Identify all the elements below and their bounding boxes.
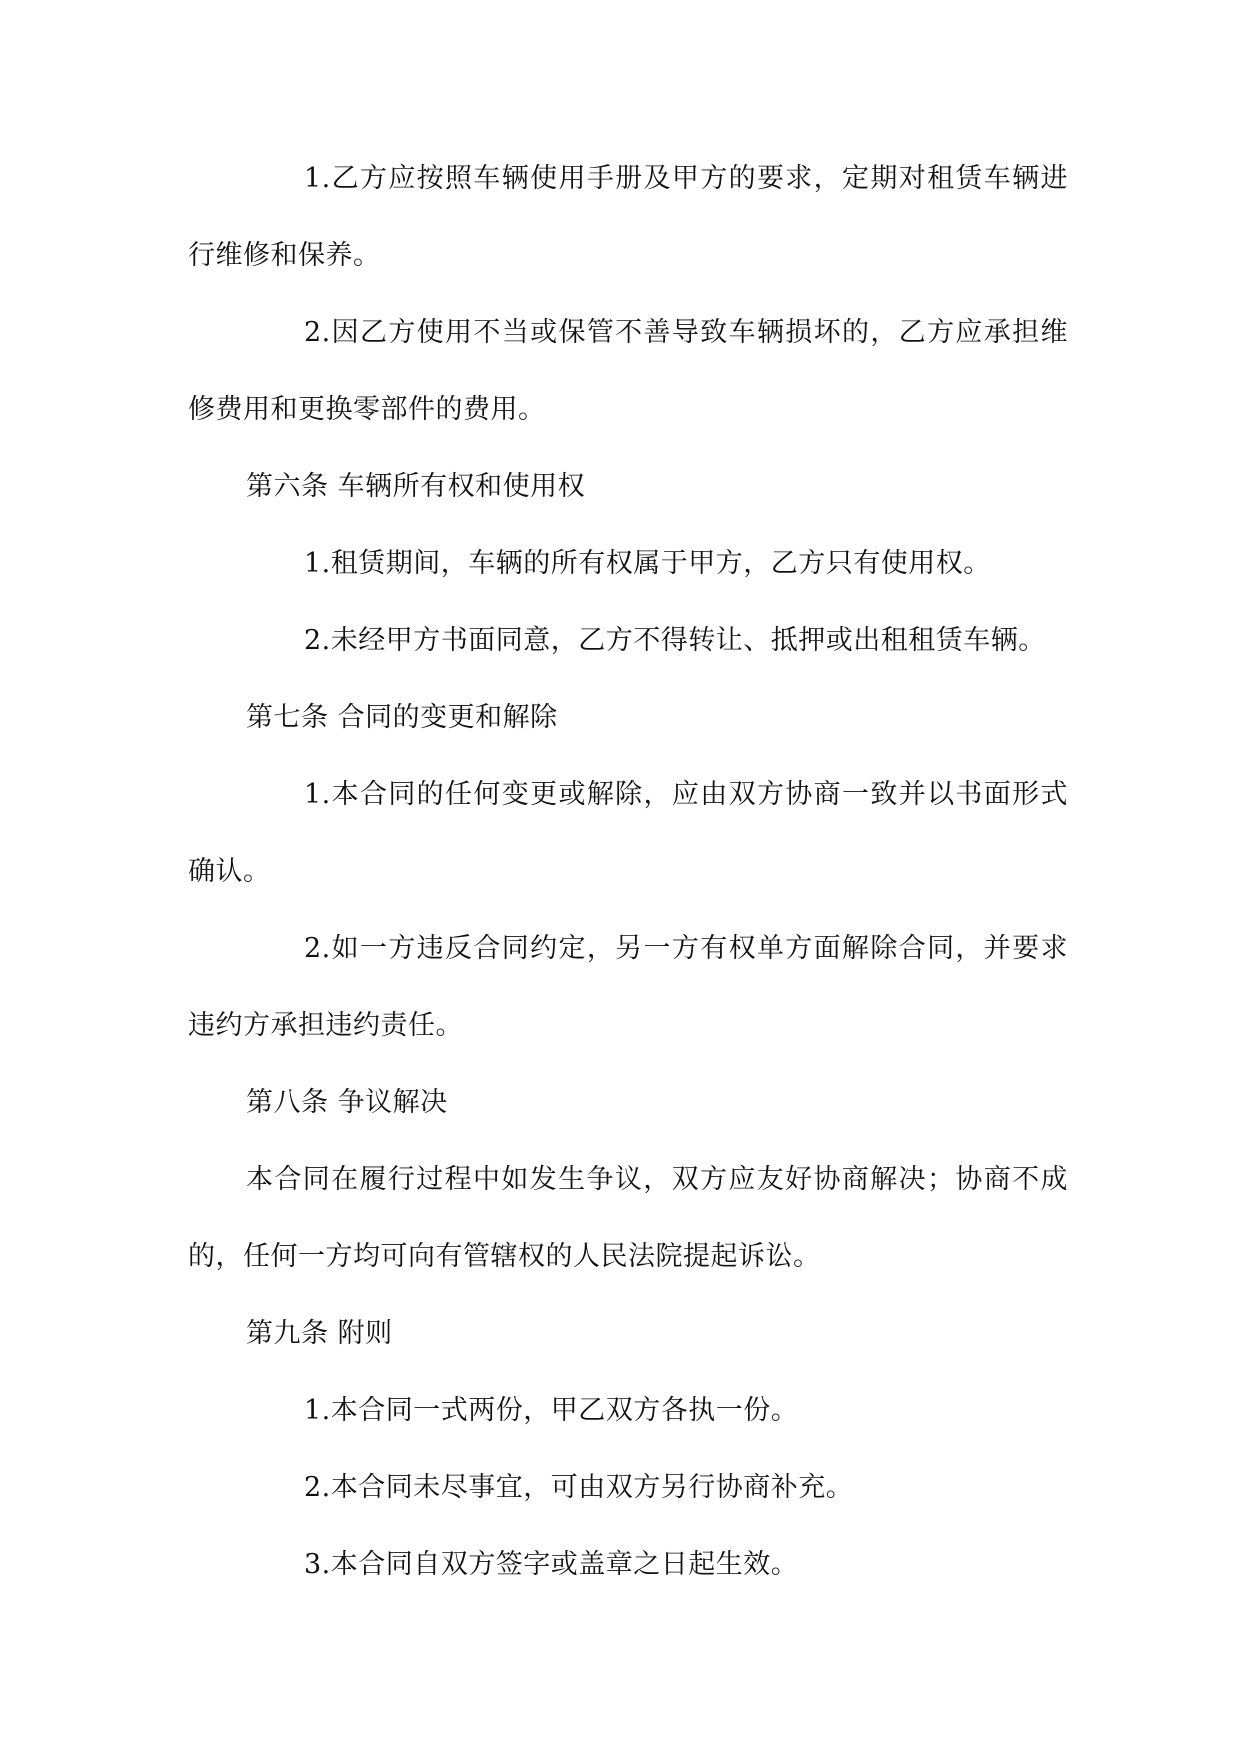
paragraph-change-1 [188, 756, 1068, 910]
heading-text: 第七条 合同的变更和解除 [246, 702, 558, 733]
section-heading-article-6 [188, 448, 1068, 525]
paragraph-maintenance-1 [188, 140, 1068, 294]
item-number: 1. [304, 779, 331, 810]
document-body [188, 140, 1068, 1603]
item-number: 1. [304, 163, 331, 194]
heading-text: 第六条 车辆所有权和使用权 [246, 471, 586, 502]
paragraph-text: 本合同的任何变更或解除，应由双方协商一致并以书面形式确认。 [188, 779, 1068, 887]
paragraph-text: 本合同一式两份，甲乙双方各执一份。 [330, 1395, 799, 1426]
paragraph-supplementary-2 [188, 1449, 1068, 1526]
paragraph-supplementary-3 [188, 1526, 1068, 1603]
section-heading-article-7 [188, 679, 1068, 756]
item-number: 2. [304, 317, 331, 348]
item-number: 2. [304, 933, 331, 964]
paragraph-dispute [188, 1141, 1068, 1295]
paragraph-text: 本合同在履行过程中如发生争议，双方应友好协商解决；协商不成的，任何一方均可向有管辖权的人民法院提起诉讼。 [188, 1164, 1068, 1272]
paragraph-text: 本合同自双方签字或盖章之日起生效。 [330, 1549, 799, 1580]
paragraph-text: 未经甲方书面同意，乙方不得转让、抵押或出租租赁车辆。 [330, 625, 1046, 656]
paragraph-maintenance-2 [188, 294, 1068, 448]
item-number: 1. [304, 548, 331, 579]
heading-text: 第九条 附则 [246, 1318, 393, 1349]
item-number: 2. [304, 1472, 331, 1503]
paragraph-text: 本合同未尽事宜，可由双方另行协商补充。 [330, 1472, 854, 1503]
section-heading-article-8 [188, 1064, 1068, 1141]
section-heading-article-9 [188, 1295, 1068, 1372]
paragraph-text: 如一方违反合同约定，另一方有权单方面解除合同，并要求违约方承担违约责任。 [188, 933, 1068, 1041]
paragraph-text: 租赁期间，车辆的所有权属于甲方，乙方只有使用权。 [330, 548, 991, 579]
paragraph-ownership-1 [188, 525, 1068, 602]
item-number: 1. [304, 1395, 331, 1426]
heading-text: 第八条 争议解决 [246, 1087, 448, 1118]
paragraph-text: 乙方应按照车辆使用手册及甲方的要求，定期对租赁车辆进行维修和保养。 [188, 163, 1068, 271]
paragraph-ownership-2 [188, 602, 1068, 679]
paragraph-change-2 [188, 910, 1068, 1064]
item-number: 2. [304, 625, 331, 656]
item-number: 3. [304, 1549, 331, 1580]
paragraph-supplementary-1 [188, 1372, 1068, 1449]
paragraph-text: 因乙方使用不当或保管不善导致车辆损坏的，乙方应承担维修费用和更换零部件的费用。 [188, 317, 1068, 425]
